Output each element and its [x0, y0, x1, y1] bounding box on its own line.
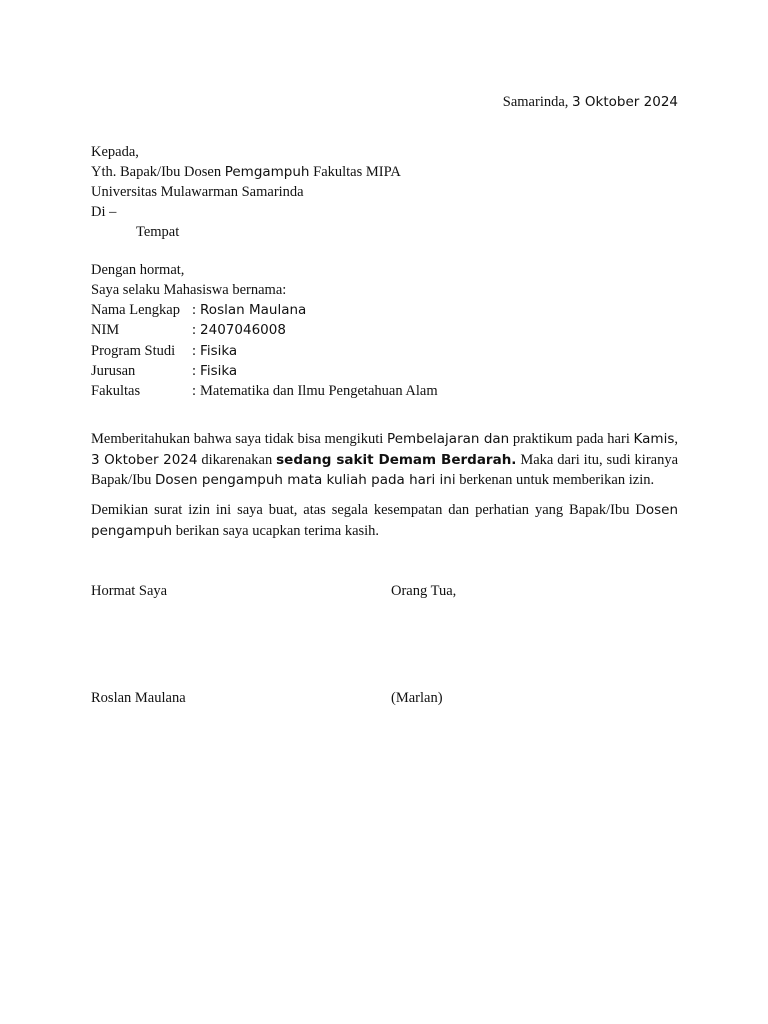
field-value: Fisika	[200, 362, 238, 379]
date-value: 3 Oktober 2024	[572, 94, 678, 110]
signature-right-title: Orang Tua,	[391, 583, 457, 599]
body-paragraph-2	[91, 500, 678, 541]
address-line-1-mid: Pemgampuh	[224, 164, 310, 180]
field-value: Matematika dan Ilmu Pengetahuan Alam	[200, 383, 438, 400]
p2-text: berikan saya ucapkan terima kasih.	[175, 522, 380, 539]
field-value: Roslan Maulana	[200, 302, 307, 318]
field-colon: :	[192, 302, 197, 318]
address-line-4: Tempat	[136, 224, 180, 240]
field-label: NIM	[91, 322, 120, 339]
field-colon: :	[192, 362, 197, 379]
field-label: Nama Lengkap	[91, 302, 180, 318]
field-row	[91, 381, 678, 401]
date-city: Samarinda,	[502, 94, 569, 110]
p1-text: Memberitahukan bahwa saya tidak bisa mengikuti	[91, 431, 384, 447]
field-row	[91, 361, 678, 381]
field-value: Fisika	[200, 342, 238, 359]
address-line-1-prefix: Yth. Bapak/Ibu Dosen	[91, 164, 222, 180]
field-value: 2407046008	[200, 322, 286, 339]
field-label: Program Studi	[91, 342, 176, 359]
p1-text: praktikum pada hari	[512, 431, 630, 447]
address-to: Kepada,	[91, 144, 139, 160]
p1-emphasis: sedang sakit Demam Berdarah.	[276, 451, 517, 468]
signature-left-name: Roslan Maulana	[91, 690, 186, 706]
p1-text: Dosen pengampuh mata kuliah pada hari ini	[155, 472, 456, 488]
p1-text: ,	[674, 431, 678, 447]
address-line-1-suffix: Fakultas MIPA	[313, 164, 401, 180]
address-line-1	[91, 162, 678, 182]
field-label: Fakultas	[91, 383, 141, 400]
field-colon: :	[192, 322, 197, 339]
field-colon: :	[192, 383, 197, 400]
p1-text: berkenan untuk memberikan izin.	[459, 472, 655, 488]
p1-text: Kamis	[633, 431, 675, 447]
field-row	[91, 320, 678, 340]
student-fields	[91, 300, 678, 401]
greeting-section	[91, 260, 678, 401]
greeting-intro: Saya selaku Mahasiswa bernama:	[91, 282, 287, 298]
signature-right-name: (Marlan)	[391, 690, 443, 706]
recipient-address	[91, 142, 678, 242]
body-paragraph-1	[91, 429, 678, 491]
field-colon: :	[192, 342, 197, 359]
p1-text: Maka dari itu, sudi kiranya Bapak/Ibu	[91, 451, 679, 488]
signature-left-title: Hormat Saya	[91, 583, 168, 599]
field-row	[91, 300, 678, 320]
field-row	[91, 341, 678, 361]
p1-text: 3 Oktober 2024	[91, 451, 198, 468]
greeting-opening: Dengan hormat,	[91, 262, 185, 278]
field-label: Jurusan	[91, 362, 136, 379]
letter-date	[503, 94, 678, 111]
p1-text: dikarenakan	[201, 451, 273, 468]
address-line-2: Universitas Mulawarman Samarinda	[91, 184, 304, 200]
address-line-3: Di –	[91, 204, 117, 220]
p2-text: osen pengampuh	[91, 502, 678, 539]
p1-text: Pembelajaran dan	[387, 431, 510, 447]
p2-text: Demikian surat izin ini saya buat, atas segala kesempatan dan perhatian yang Bapak/Ibu D	[91, 502, 646, 518]
